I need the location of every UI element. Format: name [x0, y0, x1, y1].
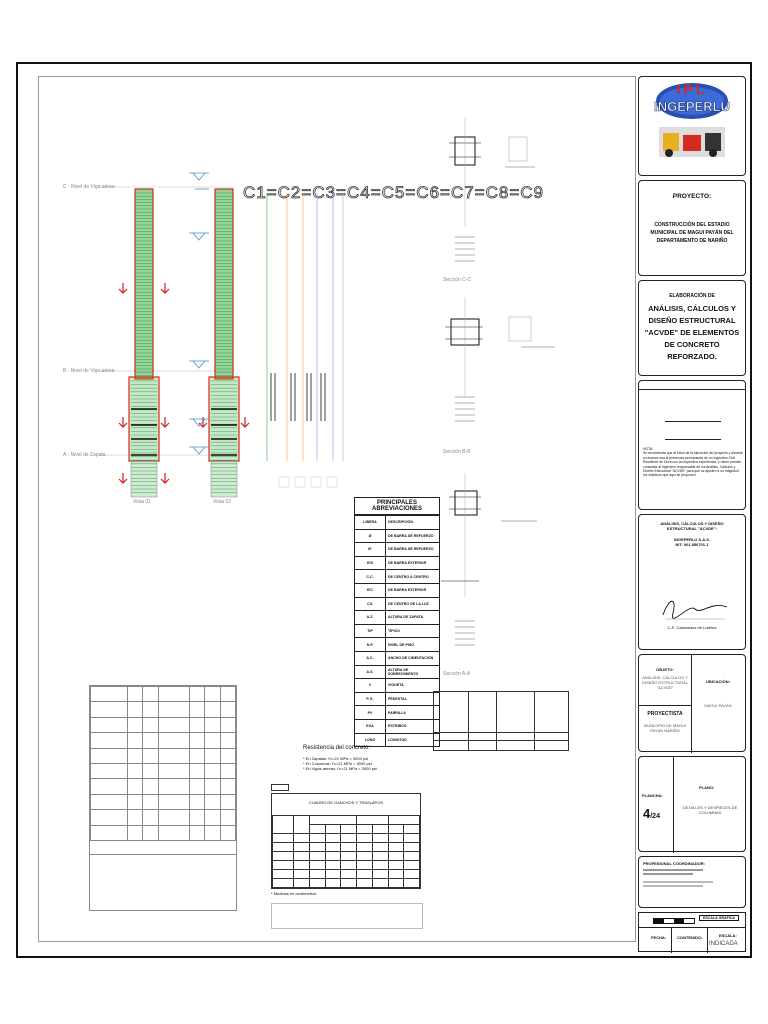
- concrete-line-2: * En Columnas: f'c=21 MPa = 3000 psi: [303, 761, 372, 766]
- hooks-table-panel: [271, 784, 421, 896]
- abbreviation-meaning: ALTURA DE ZAPATA: [385, 611, 439, 625]
- drawing-title: C1=C2=C3=C4=C5=C6=C7=C8=C9: [243, 183, 545, 202]
- signature: [655, 593, 735, 623]
- objeto-text: ANÁLISIS, CÁLCULOS Y DISEÑO ESTRUCTURAL "ACVDE": [641, 675, 688, 690]
- abbreviation-meaning: ESTRIBOS: [385, 719, 439, 733]
- level-label-c: C - Nivel de Viga aérea: [63, 184, 115, 190]
- proyectista-label: PROYECTISTA: [647, 711, 683, 717]
- abbreviation-meaning: DE BARRA DE REFUERZO: [385, 529, 439, 543]
- drawing-sheet: [16, 62, 752, 958]
- designer-box: [638, 514, 746, 650]
- table-tag: [271, 784, 289, 791]
- plancha-total: /24: [650, 813, 660, 820]
- section-notes: [455, 167, 555, 645]
- bar-boxes: [279, 477, 337, 487]
- faint-notes-box: [271, 903, 423, 929]
- footer-box: [638, 912, 746, 952]
- coordinator-label: PROFESIONAL COORDINADOR:: [643, 861, 705, 866]
- abbreviation-code: A.S.: [355, 665, 386, 679]
- bar-details: [267, 193, 343, 461]
- elaboration-label: ELABORACIÓN DE: [669, 293, 715, 299]
- drawing-area: [38, 76, 636, 942]
- abbreviation-row: [355, 706, 440, 720]
- abbreviation-row: [355, 583, 440, 597]
- right-small-table: [433, 691, 569, 751]
- designer-heading: ANÁLISIS, CÁLCULOS Y DISEÑO ESTRUCTURAL "ACVDE":: [660, 521, 724, 531]
- elaboration-text: ANÁLISIS, CÁLCULOS Y DISEÑO ESTRUCTURAL "ACVDE" DE ELEMENTOS DE CONCRETO REFORZADO.: [644, 304, 740, 361]
- section-caption-b: Sección B-B: [443, 449, 471, 455]
- abbreviation-row: [355, 529, 440, 543]
- abbreviation-meaning: DE BARRA EXTERIOR: [385, 583, 439, 597]
- abbreviation-row: [355, 665, 440, 679]
- level-label-a: A - Nivel de Zapata: [63, 452, 106, 458]
- section-b: [445, 297, 531, 397]
- objeto-ubicacion-box: [638, 654, 746, 752]
- section-caption-a: Sección A-A: [443, 671, 471, 677]
- abbreviations-title: PRINCIPALES ABREVIACIONES: [354, 497, 440, 515]
- abbreviation-row: [355, 651, 440, 665]
- abbreviation-code: Ø': [355, 543, 386, 557]
- contenido-label: CONTENIDO:: [677, 935, 703, 940]
- column-1: [129, 189, 159, 497]
- abbreviation-code: V: [355, 679, 386, 693]
- abbreviation-meaning: DE BARRA EXTERIOR: [385, 556, 439, 570]
- signature-caption: C.E. Calambáss de Ludena: [667, 625, 717, 630]
- abbreviation-meaning: VIGUETA: [385, 679, 439, 693]
- note-header-bar: [639, 381, 745, 390]
- abbreviation-row: [355, 516, 440, 530]
- abbreviation-code: EXA: [355, 719, 386, 733]
- coordinator-box: [638, 856, 746, 908]
- plancha-label: PLANCHA:: [642, 793, 663, 798]
- concrete-heading: Resistencia del concreto:: [303, 745, 371, 751]
- abbreviation-code: LONG: [355, 733, 386, 747]
- abbreviation-row: [355, 570, 440, 584]
- abbreviation-row: [355, 692, 440, 706]
- abbreviation-meaning: PEDESTAL: [385, 692, 439, 706]
- escala-label: ESCALA:: [719, 933, 737, 938]
- column-caption-2: Vista 02: [213, 499, 231, 505]
- title-block: [638, 76, 746, 952]
- abbreviation-meaning: DE BARRA DE REFUERZO: [385, 543, 439, 557]
- abbreviation-code: PV: [355, 706, 386, 720]
- abbreviation-meaning: DESCRIPCIÓN: [385, 516, 439, 530]
- abbreviation-code: Ø: [355, 529, 386, 543]
- section-a: [441, 473, 481, 597]
- graphic-scale-bar: [653, 918, 695, 924]
- abbreviation-row: [355, 611, 440, 625]
- abbreviation-row: [355, 679, 440, 693]
- abbreviation-meaning: ALTURA DE SOBRECIMIENTO: [385, 665, 439, 679]
- faint-schedule-table: [89, 685, 237, 911]
- plano-text: DETALLES Y DESPIECES DE COLUMNAS: [682, 805, 738, 815]
- elaboration-box: [638, 280, 746, 376]
- level-label-b: B - Nivel de Viga aérea: [63, 368, 115, 374]
- abbreviation-row: [355, 638, 440, 652]
- section-c: [449, 117, 527, 227]
- project-box: [638, 180, 746, 276]
- objeto-label: OBJETO:: [656, 667, 674, 672]
- designer-nit: NIT: 901 856701-1: [675, 542, 709, 547]
- abbreviation-row: [355, 624, 440, 638]
- concrete-line-1: * En Zapatas: f'c=21 MPa = 3000 psi: [303, 756, 369, 761]
- abbreviations-table: [354, 515, 440, 747]
- abbreviation-meaning: TÍPICO: [385, 624, 439, 638]
- abbreviation-meaning: PARRILLA: [385, 706, 439, 720]
- section-caption-c: Sección C-C: [443, 277, 472, 283]
- hooks-table-note: * Medidas en centímetros: [271, 891, 317, 896]
- proyectista-text: MUNICIPIO DE MAGUI PAYÁN NARIÑO: [643, 723, 686, 733]
- project-text: CONSTRUCCIÓN DEL ESTADIO MUNICIPAL DE MAGUI PAYÁN DEL DEPARTAMENTO DE NARIÑO: [650, 222, 734, 244]
- abbreviation-code: P. E.: [355, 692, 386, 706]
- plano-box: [638, 756, 746, 852]
- abbreviation-meaning: DE CENTRO A CENTRO: [385, 570, 439, 584]
- logo-main-text: INGEPERLU: [654, 99, 730, 114]
- abbreviation-code: C.C.: [355, 570, 386, 584]
- plancha-current: 4: [643, 806, 651, 821]
- abbreviation-meaning: DE CENTRO DE LA LUZ: [385, 597, 439, 611]
- abbreviation-code: A.Z.: [355, 611, 386, 625]
- abbreviation-row: [355, 597, 440, 611]
- concrete-line-3: * En Vigas aéreas: f'c=21 MPa = 3000 psi: [303, 766, 377, 771]
- abbreviation-meaning: LONGITUD: [385, 733, 439, 747]
- abbreviation-code: A.C.: [355, 651, 386, 665]
- abbreviation-row: [355, 543, 440, 557]
- abbreviation-code: N.P.: [355, 638, 386, 652]
- abbreviation-code: E/C: [355, 583, 386, 597]
- ubicacion-label: UBICACIÓN:: [706, 679, 730, 684]
- abbreviation-code: C/L: [355, 597, 386, 611]
- abbreviation-meaning: ANCHO DE CIMENTACIÓN: [385, 651, 439, 665]
- abbreviation-meaning: NIVEL DE PISO: [385, 638, 439, 652]
- plano-label: PLANO:: [699, 785, 715, 790]
- logo-top-text: IPL: [676, 81, 708, 97]
- concrete-notes: [303, 745, 377, 771]
- note-box: [638, 380, 746, 510]
- column-2: [209, 189, 239, 497]
- fecha-label: FECHA:: [651, 935, 667, 940]
- blue-level-markers: [189, 173, 209, 454]
- logo-box: [638, 76, 746, 176]
- abbreviation-code: LIBERA: [355, 516, 386, 530]
- abbreviation-row: [355, 556, 440, 570]
- escala-grafica-label: ESCALA GRÁFICA: [699, 915, 739, 921]
- abbreviations-panel: [354, 497, 440, 747]
- escala-value: INDICADA: [709, 941, 738, 947]
- abbreviation-code: E/S: [355, 556, 386, 570]
- abbreviation-code: TIP: [355, 624, 386, 638]
- ubicacion-text: MAGUI PAYÁN: [704, 703, 732, 708]
- column-caption-1: Vista 01: [133, 499, 151, 505]
- hooks-table-title: CUADRO DE GANCHOS Y TRASLAPOS: [308, 800, 384, 805]
- abbreviation-row: [355, 719, 440, 733]
- project-label: PROYECTO:: [672, 193, 712, 200]
- designer-company: INGEPERLU S.A.S.: [673, 537, 710, 542]
- note-text: NOTA: Se recomienda que al inicio de la ejecución del proyecto y durante su avance sea la presencia permanente de un Ingeniero Civil Residente de Obra con la respectiva experiencia, y hacer previas consultas al Ingeniero responsable de los Análisis, Cálculos y Diseño Estructural "ACVDE" para que se ajusten a su magnitud los objetivos que aquí se proponen.: [643, 447, 743, 478]
- plancha-number: [643, 805, 660, 823]
